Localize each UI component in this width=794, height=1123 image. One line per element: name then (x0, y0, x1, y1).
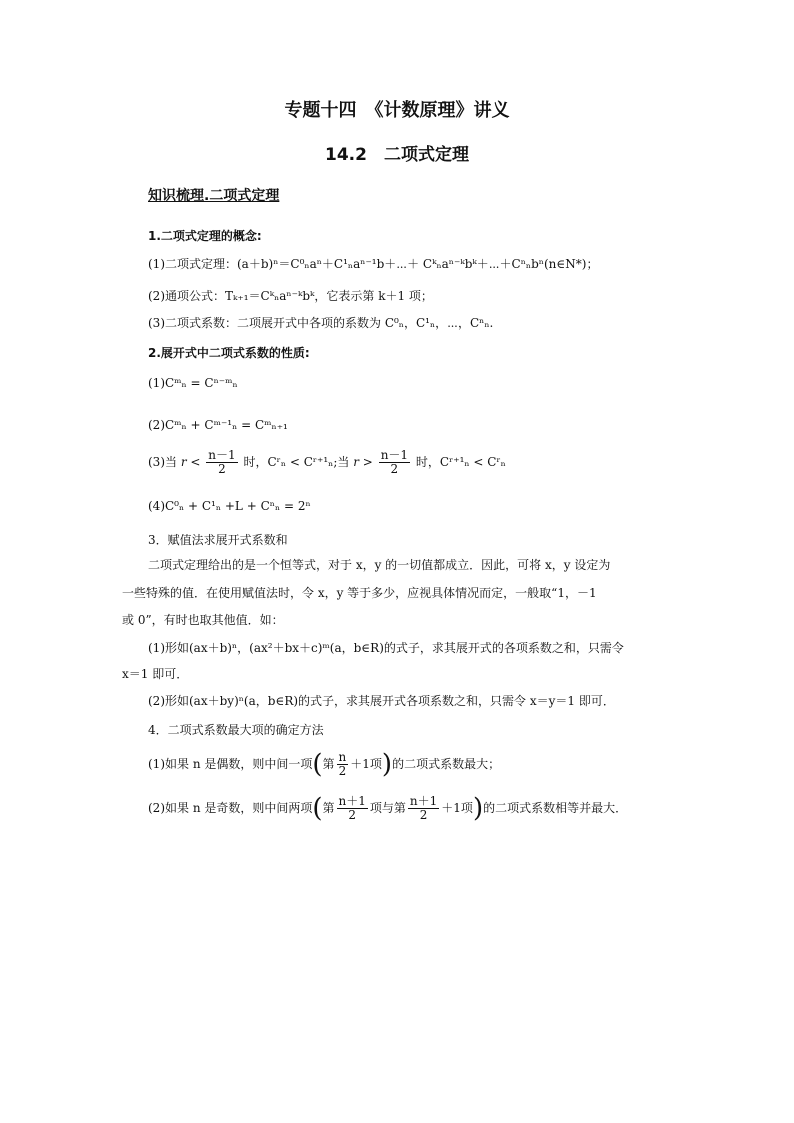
odd-term-and: 项与第 (369, 801, 406, 816)
right-paren-icon: ) (472, 793, 484, 824)
section-1-heading: 1.二项式定理的概念: (148, 229, 262, 243)
binomial-theorem-label: (1)二项式定理： (148, 257, 237, 271)
section-subtitle: 14.2 二项式定理 (325, 145, 469, 165)
odd-suffix: 的二项式系数相等并最大． (483, 801, 628, 816)
binomial-theorem-formula: (a＋b)ⁿ＝C⁰ₙaⁿ＋C¹ₙaⁿ⁻¹b＋⋯＋ Cᵏₙaⁿ⁻ᵏbᵏ＋⋯＋Cⁿₙbⁿ(n∈N*)； (237, 257, 599, 271)
right-paren-icon: ) (381, 749, 393, 780)
left-paren-icon: ( (312, 793, 323, 824)
property-3-r-less: r < (180, 455, 201, 470)
odd-term-word: 第 (322, 801, 335, 816)
property-4: (4)C⁰ₙ + C¹ₙ +L + Cⁿₙ = 2ⁿ (148, 499, 311, 513)
assignment-item-2: (2)形如(ax＋by)ⁿ(a，b∈R)的式子，求其展开式各项系数之和，只需令 x＝y＝1 即可． (148, 694, 615, 708)
fraction-n-plus-1-over-2-second: $\frac{n+1}{2}$ (409, 794, 438, 823)
binomial-coefficient-line: (3)二项式系数：二项展开式中各项的系数为 C⁰ₙ，C¹ₙ，⋯，Cⁿₙ. (148, 316, 494, 330)
property-3-middle: 时，Cʳₙ < Cʳ⁺¹ₙ;当 (243, 455, 350, 470)
even-suffix: 的二项式系数最大； (392, 757, 501, 772)
general-term-line (148, 289, 433, 303)
property-3-r-greater: r > (353, 455, 373, 470)
assignment-item-1-line-1: (1)形如(ax＋b)ⁿ，(ax²＋bx＋c)ᵐ(a，b∈R)的式子，求其展开式的各项系数之和，只需令 (148, 641, 624, 655)
knowledge-heading: 知识梳理.二项式定理 (148, 188, 280, 204)
section-2-heading: 2.展开式中二项式系数的性质: (148, 346, 310, 360)
general-term-formula: Tₖ₊₁＝Cᵏₙaⁿ⁻ᵏbᵏ，它表示第 k＋1 项； (225, 289, 433, 303)
even-term-word: 第 (322, 757, 335, 772)
section-4-heading: 4．二项式系数最大项的确定方法 (148, 723, 324, 737)
max-term-even-line (148, 751, 500, 778)
assignment-paragraph-line-2: 一些特殊的值．在使用赋值法时，令 x，y 等于多少，应视具体情况而定，一般取“1，－1 (122, 586, 597, 600)
assignment-paragraph-line-1: 二项式定理给出的是一个恒等式，对于 x，y 的一切值都成立．因此，可将 x，y 设定为 (148, 558, 611, 572)
odd-prefix: (2)如果 n 是奇数，则中间两项 (148, 801, 313, 816)
property-3 (148, 449, 506, 476)
left-paren-icon: ( (312, 749, 323, 780)
fraction-n-minus-1-over-2-second: $\frac{n-1}{2}$ (380, 448, 409, 477)
assignment-item-1-line-2: x＝1 即可． (122, 667, 189, 681)
property-1: (1)Cᵐₙ = Cⁿ⁻ᵐₙ (148, 376, 238, 390)
binomial-theorem-line (148, 257, 598, 271)
fraction-n-plus-1-over-2: $\frac{n+1}{2}$ (338, 794, 366, 823)
fraction-n-over-2: $\frac{n}{2}$ (338, 750, 347, 779)
property-3-suffix: 时，Cʳ⁺¹ₙ < Cʳₙ (415, 455, 506, 470)
odd-term-plus-one: ＋1项 (441, 801, 473, 816)
property-3-prefix: (3)当 (148, 455, 177, 470)
page-title: 专题十四 《计数原理》讲义 (284, 100, 510, 121)
max-term-odd-line (148, 795, 627, 822)
even-term-plus-one: ＋1项 (350, 757, 382, 772)
property-2: (2)Cᵐₙ + Cᵐ⁻¹ₙ = Cᵐₙ₊₁ (148, 418, 288, 432)
general-term-label: (2)通项公式： (148, 289, 225, 303)
section-3-heading: 3．赋值法求展开式系数和 (148, 533, 288, 547)
even-prefix: (1)如果 n 是偶数，则中间一项 (148, 757, 313, 772)
fraction-n-minus-1-over-2: $\frac{n-1}{2}$ (208, 448, 236, 477)
assignment-paragraph-line-3: 或 0”，有时也取其他值．如： (122, 613, 284, 627)
